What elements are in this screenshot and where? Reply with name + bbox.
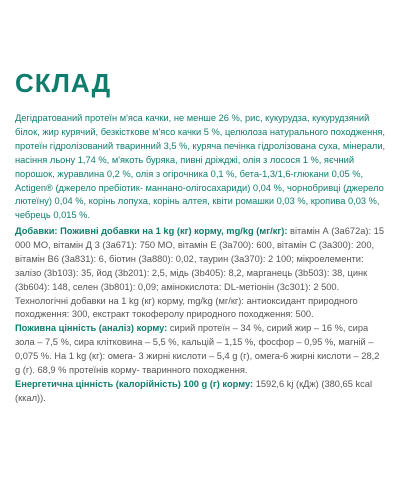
additives-section bbox=[15, 226, 384, 319]
composition-details bbox=[15, 225, 387, 406]
ingredients-text: Дегідратований протеїн м'яса качки, не менше 26 %, рис, кукурудза, кукурудзяний білок, жир курячий, безкісткове м'ясо качки 5 %, целюлоза натурального походження, протеїн гідролізований тваринний 3,5 %, куряча печінка гідролізована суха, мінерали, насіння льону 1,74 %, м'якоть буряка, пивні дріжджі, олія з лосося 1 %, яєчний порошок, журавлина 0,2 %, олія з огірочника 0,1 %, бета-1,3/1,6-глюкани 0,05 %, Actigen® (джерело пребіотик- маннано-олігосахариди) 0,04 %, чорнобривці (джерело лютеїну) 0,04 %, корінь лопуха, корінь алтея, квіти ромашки 0,03 %, кропива 0,03 %, чебрець 0,015 %. bbox=[15, 113, 386, 221]
energy-heading: Енергетична цінність (калорійність) 100 g (г) корму: bbox=[15, 378, 254, 389]
nutrition-text: сирий протеїн – 34 %, сирий жир – 16 %, сира зола – 7,5 %, сира клітковина – 5,5 %, кальцій – 1,15 %, фосфор – 0,95 %, магній – 0,075 %. На 1 kg (кг): омега- 3 жирні кислоти – 5,4 g (г), омега-6 жирні кислоти – 28,2 g (г). 68,9 % протеїнів корму- тваринного походження. bbox=[15, 323, 380, 376]
nutrition-section bbox=[15, 322, 387, 378]
energy-section bbox=[15, 378, 387, 406]
energy-text: 1592,6 kj (кДж) (380,65 kcal (ккал)). bbox=[15, 378, 373, 403]
additives-text: вітамін А (3a672a): 15 000 МО, вітамін Д 3 (3a671): 750 МО, вітамін Е (3a700): 600, вітамін С (3a300): 200, вітамін В6 (3a831): 6, біотин (3a880): 0,02, таурин (3a370): 2 100; мікроелементи: залізо (3b103): 35, йод (3b201): 2,5, мідь (3b405): 8,2, марганець (3b503): 38, цинк (3b604): 148, селен (3b801): 0,09; амінокислота: DL-метіонін (3c301): 2 500. Технологічні добавки на 1 kg (кг) корму, mg/kg (мг/кг): антиоксидант природного походження: 300, екстракт токоферолу природного походження: 500. bbox=[15, 226, 385, 320]
page-title: СКЛАД bbox=[15, 68, 112, 98]
nutrition-heading: Поживна цінність (аналіз) корму: bbox=[15, 323, 168, 334]
additives-heading: Добавки: Поживні добавки на 1 kg (кг) корму, mg/kg (мг/кг): bbox=[15, 226, 288, 236]
